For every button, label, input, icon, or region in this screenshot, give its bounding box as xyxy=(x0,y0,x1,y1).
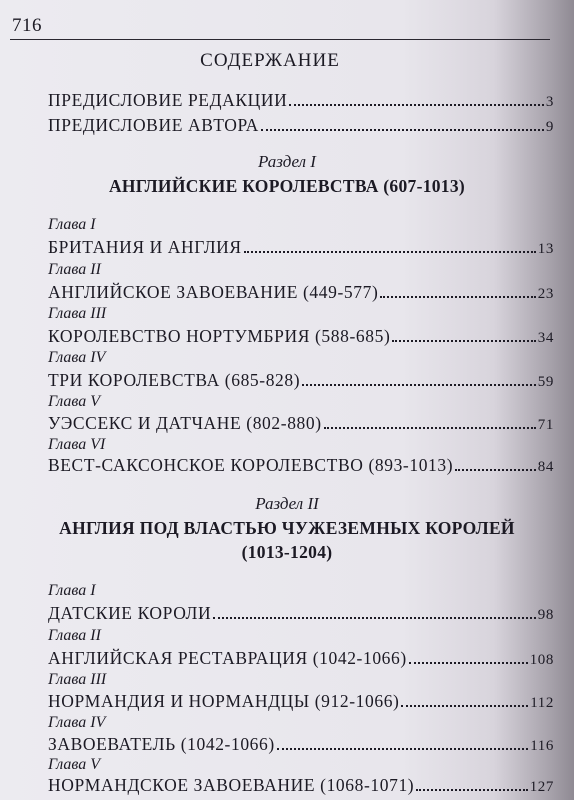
toc-entry-chapter xyxy=(48,370,554,391)
chapter-label: Глава I xyxy=(48,582,96,599)
toc-entry-title: КОРОЛЕВСТВО НОРТУМБРИЯ (588-685) xyxy=(48,326,391,346)
leader-dots xyxy=(277,747,528,750)
leader-dots xyxy=(416,788,527,791)
toc-entry-title: АНГЛИЙСКОЕ ЗАВОЕВАНИЕ (449-577) xyxy=(48,282,379,302)
leader-dots xyxy=(213,616,536,619)
chapter-label: Глава IV xyxy=(48,349,106,366)
leader-dots xyxy=(261,128,544,131)
toc-entry-page: 108 xyxy=(529,652,554,668)
toc-entry-page: 127 xyxy=(529,779,554,795)
toc-entry-chapter xyxy=(48,455,554,476)
toc-entry-chapter xyxy=(48,282,554,303)
toc-entry-chapter xyxy=(48,237,554,258)
chapter-label: Глава V xyxy=(48,393,101,410)
chapter-label: Глава VI xyxy=(48,436,106,453)
toc-entry-chapter xyxy=(48,413,554,434)
section-label: Раздел I xyxy=(258,152,316,171)
leader-dots xyxy=(401,704,528,707)
toc-entry-page: 9 xyxy=(545,119,554,135)
toc-entry-title: АНГЛИЙСКАЯ РЕСТАВРАЦИЯ (1042-1066) xyxy=(48,648,407,668)
toc-entry-page: 13 xyxy=(537,241,554,257)
chapter-label: Глава II xyxy=(48,261,101,278)
toc-entry-editor-preface xyxy=(48,90,554,111)
toc-entry-chapter xyxy=(48,775,554,796)
toc-entry-page: 112 xyxy=(530,695,554,711)
leader-dots xyxy=(244,250,536,253)
leader-dots xyxy=(455,468,536,471)
chapter-label: Глава IV xyxy=(48,714,106,731)
toc-entry-chapter xyxy=(48,326,554,347)
toc-entry-chapter xyxy=(48,734,554,755)
chapter-label: Глава III xyxy=(48,305,107,322)
leader-dots xyxy=(289,103,544,106)
chapter-label: Глава III xyxy=(48,671,107,688)
page-number: 716 xyxy=(12,15,42,36)
leader-dots xyxy=(409,661,528,664)
toc-entry-title: ЗАВОЕВАТЕЛЬ (1042-1066) xyxy=(48,734,275,754)
toc-entry-page: 59 xyxy=(537,374,554,390)
toc-entry-page: 84 xyxy=(537,459,554,475)
toc-entry-chapter xyxy=(48,648,554,669)
toc-entry-title: ПРЕДИСЛОВИЕ РЕДАКЦИИ xyxy=(48,90,288,110)
toc-entry-chapter xyxy=(48,691,554,712)
header-rule xyxy=(10,39,550,40)
toc-entry-chapter xyxy=(48,603,554,624)
toc-entry-page: 116 xyxy=(530,738,554,754)
toc-entry-page: 34 xyxy=(537,330,554,346)
toc-title: СОДЕРЖАНИЕ xyxy=(200,50,340,71)
toc-entry-page: 3 xyxy=(545,94,554,110)
section-title: АНГЛИЙСКИЕ КОРОЛЕВСТВА (607-1013) xyxy=(108,176,466,196)
toc-entry-author-preface xyxy=(48,115,554,136)
chapter-label: Глава II xyxy=(48,627,101,644)
section-label: Раздел II xyxy=(255,494,319,513)
toc-entry-title: ПРЕДИСЛОВИЕ АВТОРА xyxy=(48,115,259,135)
leader-dots xyxy=(392,339,535,342)
section-title-dates: (1013-1204) xyxy=(241,542,333,562)
leader-dots xyxy=(302,383,536,386)
section-title: АНГЛИЯ ПОД ВЛАСТЬЮ ЧУЖЕЗЕМНЫХ КОРОЛЕЙ xyxy=(59,518,515,538)
toc-entry-title: УЭССЕКС И ДАТЧАНЕ (802-880) xyxy=(48,413,322,433)
toc-entry-title: ВЕСТ-САКСОНСКОЕ КОРОЛЕВСТВО (893-1013) xyxy=(48,455,454,475)
toc-entry-title: БРИТАНИЯ И АНГЛИЯ xyxy=(48,237,242,257)
leader-dots xyxy=(380,295,535,298)
toc-entry-page: 23 xyxy=(537,286,554,302)
toc-entry-title: НОРМАНДИЯ И НОРМАНДЦЫ (912-1066) xyxy=(48,691,400,711)
chapter-label: Глава I xyxy=(48,216,96,233)
toc-entry-title: ТРИ КОРОЛЕВСТВА (685-828) xyxy=(48,370,301,390)
toc-entry-page: 71 xyxy=(537,417,554,433)
toc-entry-title: ДАТСКИЕ КОРОЛИ xyxy=(48,603,212,623)
toc-entry-page: 98 xyxy=(537,607,554,623)
toc-entry-title: НОРМАНДСКОЕ ЗАВОЕВАНИЕ (1068-1071) xyxy=(48,775,415,795)
leader-dots xyxy=(324,426,536,429)
chapter-label: Глава V xyxy=(48,756,101,773)
